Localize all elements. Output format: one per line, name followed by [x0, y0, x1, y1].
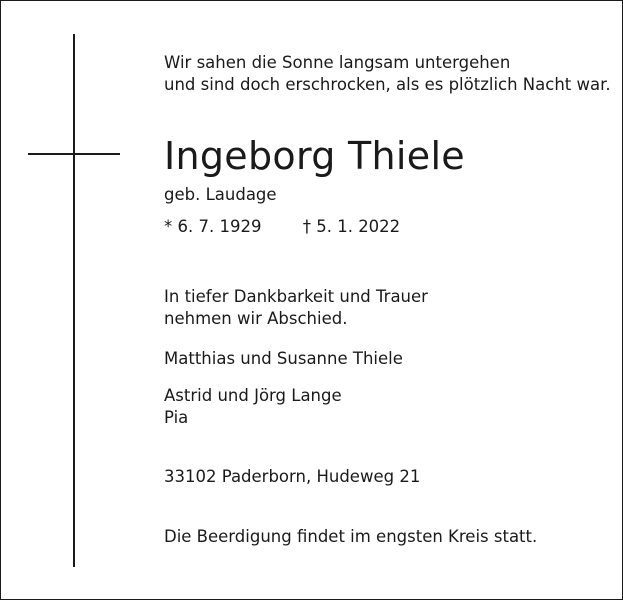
thanks-message	[164, 286, 428, 330]
birth-date: * 6. 7. 1929	[164, 217, 262, 236]
deceased-name: Ingeborg Thiele	[164, 134, 465, 178]
funeral-note: Die Beerdigung findet im engsten Kreis statt.	[164, 527, 538, 546]
birth-name: geb. Laudage	[164, 185, 277, 204]
mourner-address: 33102 Paderborn, Hudeweg 21	[164, 467, 421, 486]
mourner-group-2-line-1: Astrid und Jörg Lange	[164, 386, 342, 405]
death-date: † 5. 1. 2022	[302, 217, 401, 236]
motto-line-1: Wir sahen die Sonne langsam untergehen	[164, 53, 511, 72]
thanks-line-1: In tiefer Dankbarkeit und Trauer	[164, 287, 428, 306]
cross-vertical-bar	[73, 34, 75, 567]
motto-verse	[164, 52, 611, 96]
motto-line-2: und sind doch erschrocken, als es plötzlich Nacht war.	[164, 75, 611, 94]
cross-horizontal-bar	[28, 153, 120, 155]
life-dates	[164, 216, 400, 238]
mourner-group-1: Matthias und Susanne Thiele	[164, 349, 403, 368]
thanks-line-2: nehmen wir Abschied.	[164, 309, 348, 328]
mourner-group-2-line-2: Pia	[164, 408, 189, 427]
mourner-group-2	[164, 385, 342, 429]
